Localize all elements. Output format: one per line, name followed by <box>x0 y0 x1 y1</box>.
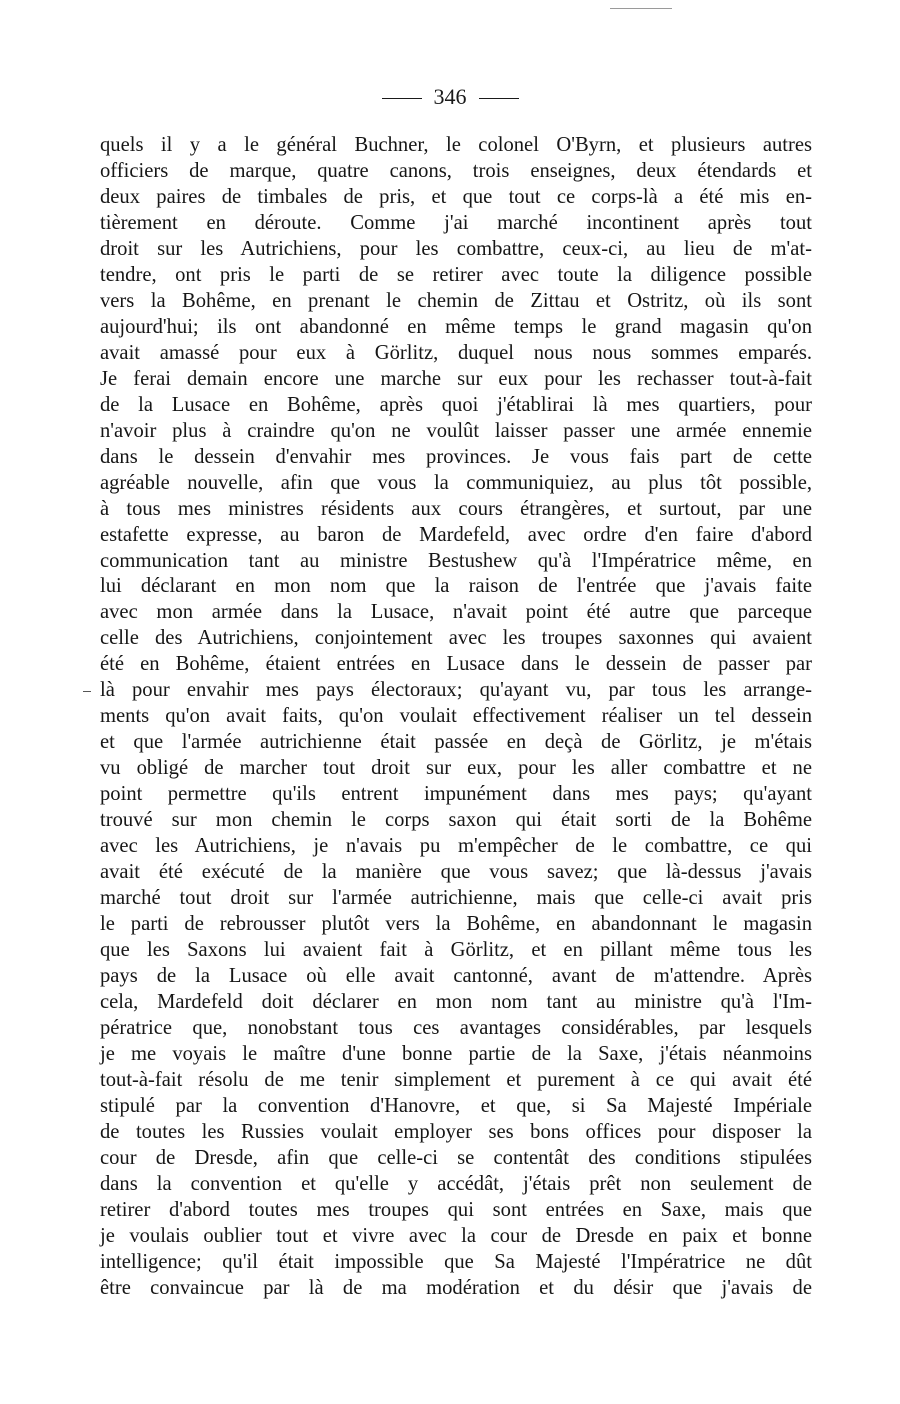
header-right-dash <box>479 98 519 99</box>
text-line: cela, Mardefeld doit déclarer en mon nom tant au ministre qu'à l'Im- <box>100 990 812 1013</box>
page-header <box>0 84 900 114</box>
text-line: quels il y a le général Buchner, le colonel O'Byrn, et plusieurs autres <box>100 134 812 156</box>
text-line: lui déclarant en mon nom que la raison de l'entrée que j'avais faite <box>100 575 812 598</box>
text-line: vers la Bohême, en prenant le chemin de Zittau et Ostritz, où ils sont <box>100 289 812 312</box>
text-line: avait amassé pour eux à Görlitz, duquel nous nous sommes emparés. <box>100 341 812 364</box>
text-line: point permettre qu'ils entrent impunément dans mes pays; qu'ayant <box>100 783 812 806</box>
margin-mark <box>83 691 91 692</box>
text-line: tièrement en déroute. Comme j'ai marché incontinent après tout <box>100 211 812 234</box>
text-line: trouvé sur mon chemin le corps saxon qui était sorti de la Bohême <box>100 809 812 832</box>
text-line: deux paires de timbales de pris, et que tout ce corps-là a été mis en- <box>100 185 812 208</box>
body-text <box>100 133 812 1302</box>
text-line: à tous mes ministres résidents aux cours étrangères, et surtout, par une <box>100 497 812 520</box>
text-line: pératrice que, nonobstant tous ces avantages considérables, par lesquels <box>100 1016 812 1039</box>
text-line: été en Bohême, étaient entrées en Lusace dans le dessein de passer par <box>100 653 812 676</box>
text-line: dans le dessein d'envahir mes provinces. Je vous fais part de cette <box>100 445 812 468</box>
text-line: être convaincue par là de ma modération et du désir que j'avais de <box>100 1276 812 1299</box>
text-line: avait été exécuté de la manière que vous savez; que là-dessus j'avais <box>100 861 812 884</box>
text-line: de toutes les Russies voulait employer ses bons offices pour disposer la <box>100 1120 812 1143</box>
text-line: vu obligé de marcher tout droit sur eux, pour les aller combattre et ne <box>100 757 812 780</box>
text-line: marché tout droit sur l'armée autrichienne, mais que celle-ci avait pris <box>100 887 812 910</box>
text-line: pays de la Lusace où elle avait cantonné, avant de m'attendre. Après <box>100 965 812 987</box>
text-line: que les Saxons lui avaient fait à Görlitz, et en pillant même tous les <box>100 939 812 962</box>
text-line: n'avoir plus à craindre qu'on ne voulût laisser passer une armée ennemie <box>100 419 812 442</box>
text-line: droit sur les Autrichiens, pour les combattre, ceux-ci, au lieu de m'at- <box>100 237 812 260</box>
top-edge-rule <box>610 8 672 9</box>
text-line: ments qu'on avait faits, qu'on voulait effectivement réaliser un tel dessein <box>100 705 812 728</box>
text-line: communication tant au ministre Bestushew qu'à l'Impératrice même, en <box>100 549 812 572</box>
text-line: retirer d'abord toutes mes troupes qui sont entrées en Saxe, mais que <box>100 1198 812 1221</box>
text-line: Je ferai demain encore une marche sur eux pour les rechasser tout-à-fait <box>100 367 812 390</box>
text-line: agréable nouvelle, afin que vous la communiquiez, au plus tôt possible, <box>100 471 812 494</box>
text-line: stipulé par la convention d'Hanovre, et que, si Sa Majesté Impériale <box>100 1094 812 1117</box>
text-line: de la Lusace en Bohême, après quoi j'établirai là mes quartiers, pour <box>100 393 812 416</box>
text-line: aujourd'hui; ils ont abandonné en même temps le grand magasin qu'on <box>100 315 812 338</box>
text-line: avec mon armée dans la Lusace, n'avait point été autre que parceque <box>100 601 812 624</box>
text-line: dans la convention et qu'elle y accédât, j'étais prêt non seulement de <box>100 1172 812 1195</box>
text-line: estafette expresse, au baron de Mardefeld, avec ordre d'en faire d'abord <box>100 523 812 546</box>
text-line: là pour envahir mes pays électoraux; qu'ayant vu, par tous les arrange- <box>100 679 812 702</box>
text-line: cour de Dresde, afin que celle-ci se contentât des conditions stipulées <box>100 1146 812 1169</box>
text-line: je voulais oublier tout et vivre avec la cour de Dresde en paix et bonne <box>100 1224 812 1247</box>
text-line: tendre, ont pris le parti de se retirer avec toute la diligence possible <box>100 263 812 286</box>
text-line: tout-à-fait résolu de me tenir simplement et purement à ce qui avait été <box>100 1068 812 1091</box>
text-line: intelligence; qu'il était impossible que Sa Majesté l'Impératrice ne dût <box>100 1250 812 1273</box>
text-line: je me voyais le maître d'une bonne partie de la Saxe, j'étais néanmoins <box>100 1042 812 1065</box>
text-line: et que l'armée autrichienne était passée en deçà de Görlitz, je m'étais <box>100 731 812 754</box>
text-line: officiers de marque, quatre canons, trois enseignes, deux étendards et <box>100 159 812 182</box>
text-line: celle des Autrichiens, conjointement avec les troupes saxonnes qui avaient <box>100 627 812 650</box>
page-number: 346 <box>433 84 467 109</box>
text-line: le parti de rebrousser plutôt vers la Bohême, en abandonnant le magasin <box>100 913 812 936</box>
text-line: avec les Autrichiens, je n'avais pu m'empêcher de le combattre, ce qui <box>100 835 812 858</box>
header-left-dash <box>382 98 422 99</box>
